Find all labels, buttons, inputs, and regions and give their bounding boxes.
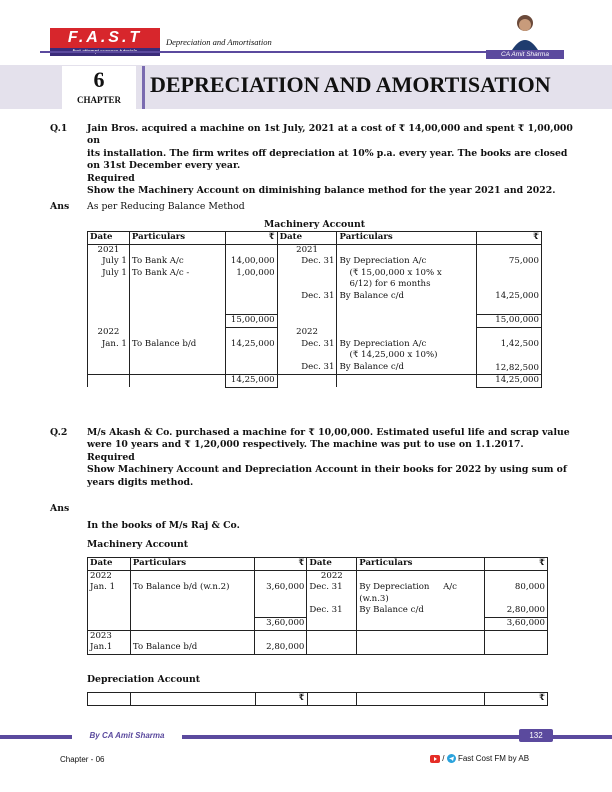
q2-depreciation-title: Depreciation Account	[87, 674, 201, 685]
col-date: Date	[88, 558, 131, 571]
amount: 75,000	[508, 256, 539, 267]
chapter-number: 6	[93, 67, 105, 92]
particular: (₹ 15,00,000 x 10% x	[349, 267, 442, 278]
rupee-icon: ₹	[225, 232, 277, 245]
amount: 3,60,000	[266, 582, 305, 593]
q2-ans-label: Ans	[50, 503, 70, 514]
footer-series: / Fast Cost FM by AB	[430, 754, 529, 763]
year: 2022	[320, 570, 343, 581]
date: Dec. 31	[301, 290, 335, 301]
q2-depreciation-account	[87, 692, 548, 706]
amount: 2,80,000	[266, 642, 305, 653]
amount: 12,82,500	[495, 362, 539, 373]
chapter-title: DEPRECIATION AND AMORTISATION	[150, 72, 551, 97]
footer-brand: By CA Amit Sharma	[72, 729, 182, 743]
q1-table-title: Machinery Account	[263, 219, 366, 230]
q1-ans-text: As per Reducing Balance Method	[87, 201, 245, 212]
year: 2022	[296, 327, 318, 338]
page-number: 132	[519, 729, 553, 742]
amount: 2,80,000	[506, 605, 545, 616]
total: 3,60,000	[255, 617, 307, 630]
total: 3,60,000	[485, 617, 548, 630]
q2-label: Q.2	[50, 427, 68, 438]
particular: By Depreciation A/c	[339, 256, 427, 267]
date: July 1	[102, 256, 127, 267]
table-header-row	[88, 693, 548, 706]
date: Dec. 31	[309, 582, 343, 593]
q1-ans-label: Ans	[50, 201, 70, 212]
amount: 1,00,000	[236, 267, 275, 278]
q2-line: were 10 years and ₹ 1,20,000 respectively. The machine was put to use on 1.1.2017.	[87, 439, 524, 451]
rupee-icon: ₹	[485, 558, 548, 571]
q1-question	[87, 123, 577, 197]
amount: 1,42,500	[500, 339, 539, 350]
amount: 14,00,000	[230, 256, 275, 267]
total: 15,00,000	[225, 315, 277, 328]
rupee-icon: ₹	[255, 693, 307, 706]
particular: To Bank A/c	[131, 256, 184, 267]
year: 2021	[97, 244, 120, 255]
footer-chapter: Chapter - 06	[60, 755, 105, 764]
col-particulars: Particulars	[337, 232, 477, 245]
rupee-icon: ₹	[485, 693, 548, 706]
amount: 14,25,000	[495, 290, 539, 301]
particular: By Balance c/d	[339, 362, 405, 373]
q2-line: M/s Akash & Co. purchased a machine for ₹ 10,00,000. Estimated useful life and scrap value	[87, 427, 570, 438]
particular: To Balance b/d (w.n.2)	[132, 582, 230, 593]
table-row	[88, 315, 542, 328]
col-date: Date	[88, 232, 130, 245]
particular: By Balance c/d	[339, 290, 405, 301]
table-header-row	[88, 558, 548, 571]
date: Jan. 1	[101, 338, 127, 349]
particular: By Balance c/d	[359, 605, 424, 616]
q1-line: its installation. The firm writes off depreciation at 10% p.a. every year. The books are closed	[87, 147, 568, 159]
telegram-icon	[447, 754, 456, 763]
date: Dec. 31	[301, 362, 335, 373]
author-badge: CA Amit Sharma	[486, 50, 564, 59]
particular: (w.n.3)	[359, 593, 389, 604]
particular: To Balance b/d	[131, 338, 197, 349]
footer-series-text: Fast Cost FM by AB	[457, 754, 530, 763]
q1-line: on 31st December every year.	[87, 160, 241, 172]
rupee-icon: ₹	[255, 558, 307, 571]
header-rule	[40, 51, 560, 53]
q2-machinery-account	[87, 557, 548, 655]
q2-required: Required	[87, 451, 135, 463]
q2-question	[87, 427, 577, 489]
date: Dec. 31	[301, 256, 335, 267]
particular: By Depreciation A/c	[359, 582, 457, 593]
col-particulars: Particulars	[357, 558, 485, 571]
year: 2022	[97, 327, 120, 338]
author-photo-icon	[510, 12, 540, 50]
col-date: Date	[307, 558, 357, 571]
year: 2021	[296, 244, 318, 255]
table-row	[88, 244, 542, 315]
table-row	[88, 327, 542, 374]
q2-books-title: In the books of M/s Raj & Co.	[87, 520, 240, 531]
col-date: Date	[277, 232, 337, 245]
date: July 1	[102, 267, 127, 278]
total: 14,25,000	[225, 375, 277, 388]
q2-machinery-title: Machinery Account	[87, 539, 189, 550]
particular: By Depreciation A/c	[339, 338, 427, 349]
running-title: Depreciation and Amortisation	[166, 37, 272, 47]
date: Dec. 31	[301, 338, 335, 349]
table-row	[88, 570, 548, 617]
particular: To Balance b/d	[132, 642, 198, 653]
amount: 80,000	[514, 582, 545, 593]
q1-line: Jain Bros. acquired a machine on 1st July, 2021 at a cost of ₹ 14,00,000 and spent ₹ 1,00,000 on	[87, 123, 573, 147]
amount: 14,25,000	[230, 339, 275, 350]
col-particulars: Particulars	[130, 558, 255, 571]
rupee-icon: ₹	[477, 232, 542, 245]
date: Jan.1	[90, 642, 113, 653]
q1-task: Show the Machinery Account on diminishing balance method for the year 2021 and 2022.	[87, 185, 556, 197]
col-particulars: Particulars	[129, 232, 225, 245]
table-row	[88, 375, 542, 388]
particular: (₹ 14,25,000 x 10%)	[349, 350, 438, 361]
q2-task: years digits method.	[87, 476, 194, 488]
q1-machinery-account	[87, 231, 542, 388]
table-row	[88, 630, 548, 654]
table-header-row	[88, 232, 542, 245]
total: 15,00,000	[477, 315, 542, 328]
table-row	[88, 617, 548, 630]
particular: To Bank A/c -	[131, 267, 190, 278]
fast-logo: F.A.S.T	[50, 28, 160, 48]
q2-task: Show Machinery Account and Depreciation Account in their books for 2022 by using sum of	[87, 464, 567, 476]
date: Dec. 31	[309, 605, 343, 616]
chapter-divider	[142, 66, 145, 109]
year: 2023	[90, 630, 112, 641]
chapter-label: CHAPTER	[76, 95, 121, 105]
youtube-icon	[430, 755, 440, 763]
particular: 6/12) for 6 months	[349, 279, 431, 290]
q1-required: Required	[87, 172, 135, 184]
date: Jan. 1	[90, 582, 116, 593]
year: 2022	[90, 570, 112, 581]
total: 14,25,000	[477, 375, 542, 388]
q1-label: Q.1	[50, 123, 68, 134]
chapter-number-box	[62, 66, 136, 110]
